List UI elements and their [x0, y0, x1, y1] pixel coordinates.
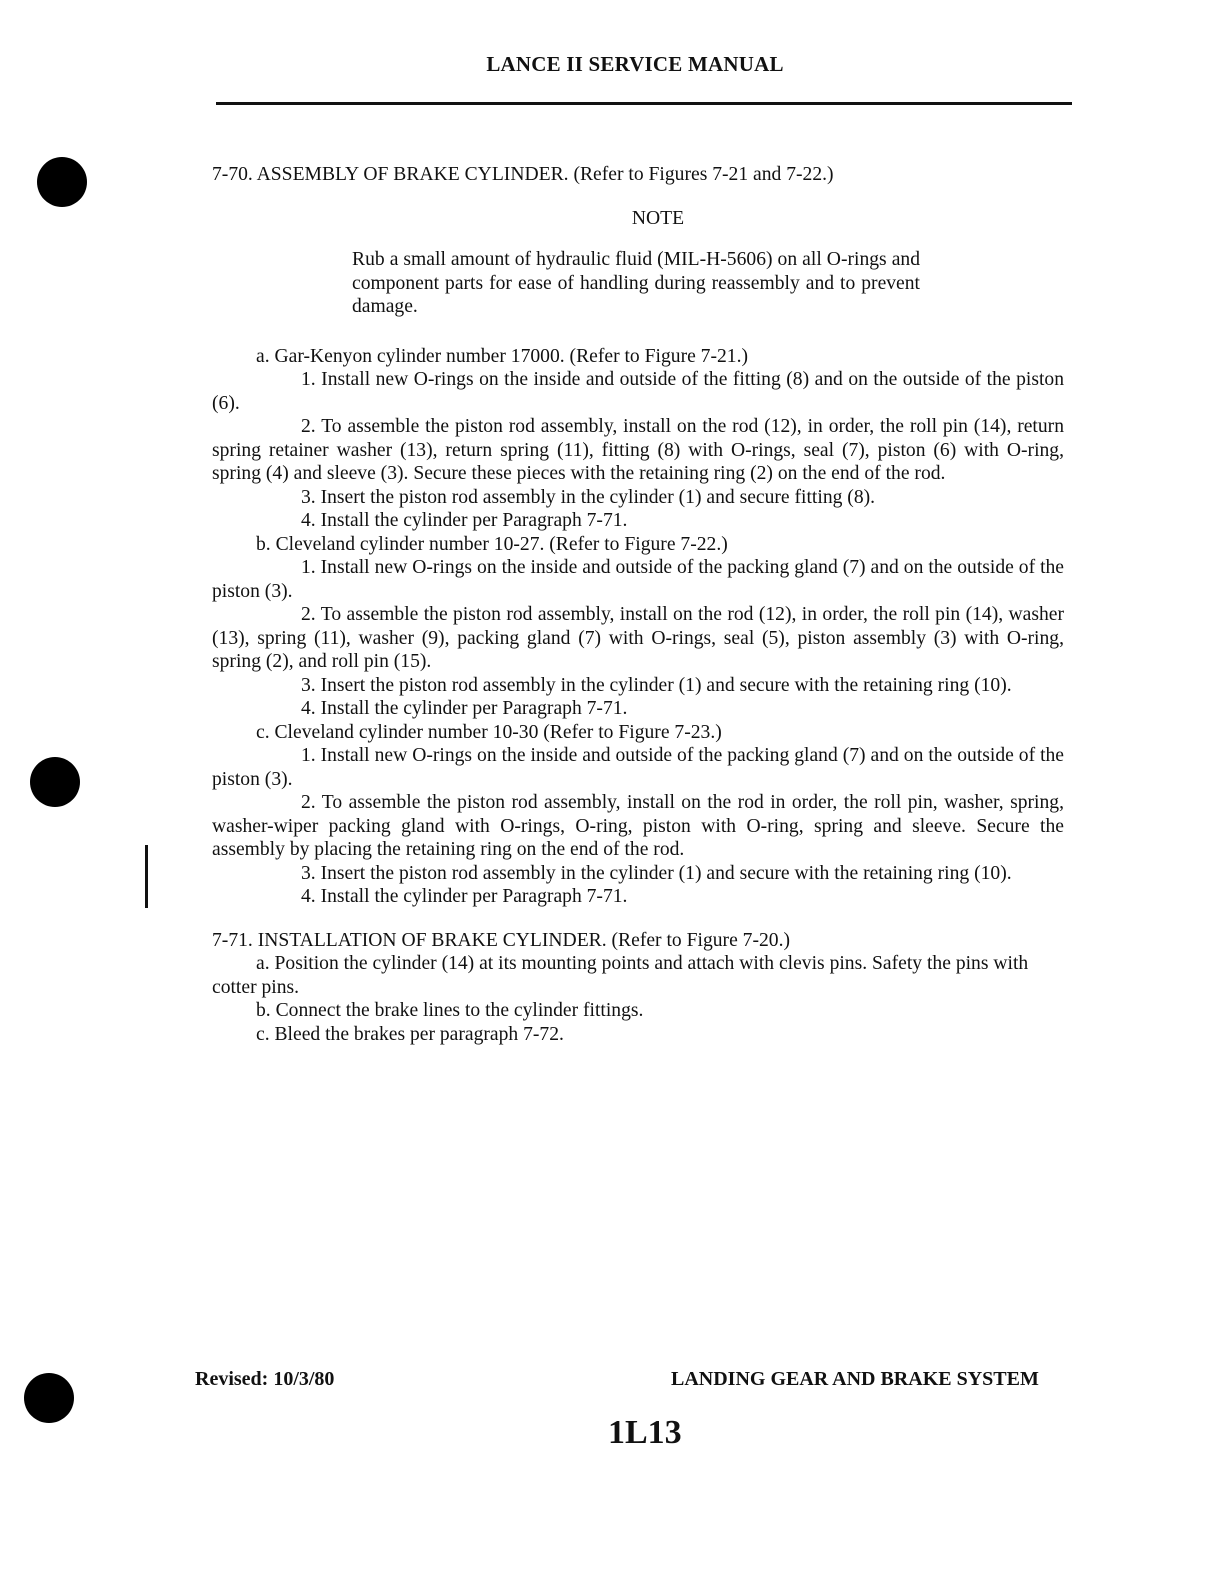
item-b-step-3: 3. Insert the piston rod assembly in the cylinder (1) and secure with the retaining ring (10). — [301, 674, 1012, 696]
item-a-heading: a. Gar-Kenyon cylinder number 17000. (Refer to Figure 7-21.) — [256, 345, 749, 367]
item-a-step-2: 2. To assemble the piston rod assembly, install on the rod (12), in order, the roll pin (14), return spring retainer washer (13), return spring (11), fitting (8) with O-rings, seal (7), piston (6) with O-ring, spring (4) and sleeve (3). Secure these pieces with the retaining ring (2) on the end of the rod. — [212, 416, 1064, 484]
revision-date: Revised: 10/3/80 — [195, 1368, 335, 1390]
item-a-step-4: 4. Install the cylinder per Paragraph 7-71. — [301, 510, 628, 531]
item-c-step-2: 2. To assemble the piston rod assembly, install on the rod in order, the roll pin, washer, spring, washer-wiper packing gland with O-rings, O-ring, piston with O-ring, spring and sleeve. Secure the assembly by placing the retaining ring on the end of the rod. — [212, 792, 1064, 860]
item-b-step-2: 2. To assemble the piston rod assembly, install on the rod (12), in order, the roll pin (14), washer (13), spring (11), washer (9), packing gland (7) with O-rings, seal (5), piston assembly (3) with O-ring, spring (2), and roll pin (15). — [212, 604, 1064, 672]
section-7-71-title: 7-71. INSTALLATION OF BRAKE CYLINDER. (Refer to Figure 7-20.) — [212, 929, 791, 951]
install-item-b: b. Connect the brake lines to the cylinder fittings. — [256, 1000, 644, 1021]
chapter-title: LANDING GEAR AND BRAKE SYSTEM — [671, 1368, 1039, 1390]
header-rule — [216, 102, 1072, 105]
item-a-step-1: 1. Install new O-rings on the inside and outside of the fitting (8) and on the outside of the piston (6). — [212, 369, 1064, 414]
binder-hole-top — [37, 157, 87, 207]
binder-hole-bottom — [24, 1373, 74, 1423]
item-a-step-3: 3. Insert the piston rod assembly in the cylinder (1) and secure fitting (8). — [301, 486, 876, 508]
item-c-step-4: 4. Install the cylinder per Paragraph 7-71. — [301, 886, 628, 907]
manual-title: LANCE II SERVICE MANUAL — [486, 52, 784, 76]
item-b-step-4: 4. Install the cylinder per Paragraph 7-71. — [301, 698, 628, 719]
item-c-step-1: 1. Install new O-rings on the inside and outside of the packing gland (7) and on the outside of the piston (3). — [212, 745, 1064, 790]
section-7-70-title: 7-70. ASSEMBLY OF BRAKE CYLINDER. (Refer to Figures 7-21 and 7-22.) — [212, 164, 834, 185]
binder-hole-middle — [30, 757, 80, 807]
revision-bar — [145, 845, 148, 908]
install-item-c: c. Bleed the brakes per paragraph 7-72. — [256, 1023, 564, 1045]
item-b-step-1: 1. Install new O-rings on the inside and outside of the packing gland (7) and on the outside of the piston (3). — [212, 557, 1064, 602]
note-text: Rub a small amount of hydraulic fluid (MIL-H-5606) on all O-rings and component parts for ease of handling during reassembly and to prevent damage. — [352, 249, 920, 317]
item-c-heading: c. Cleveland cylinder number 10-30 (Refer to Figure 7-23.) — [256, 721, 722, 743]
page-body — [212, 163, 1064, 1046]
page-number: 1L13 — [608, 1414, 682, 1451]
item-c-step-3: 3. Insert the piston rod assembly in the cylinder (1) and secure with the retaining ring (10). — [301, 862, 1012, 884]
install-item-a: a. Position the cylinder (14) at its mounting points and attach with clevis pins. Safety the pins with cotter pins. — [212, 953, 1029, 998]
note-heading: NOTE — [631, 207, 685, 229]
item-b-heading: b. Cleveland cylinder number 10-27. (Refer to Figure 7-22.) — [256, 533, 728, 555]
